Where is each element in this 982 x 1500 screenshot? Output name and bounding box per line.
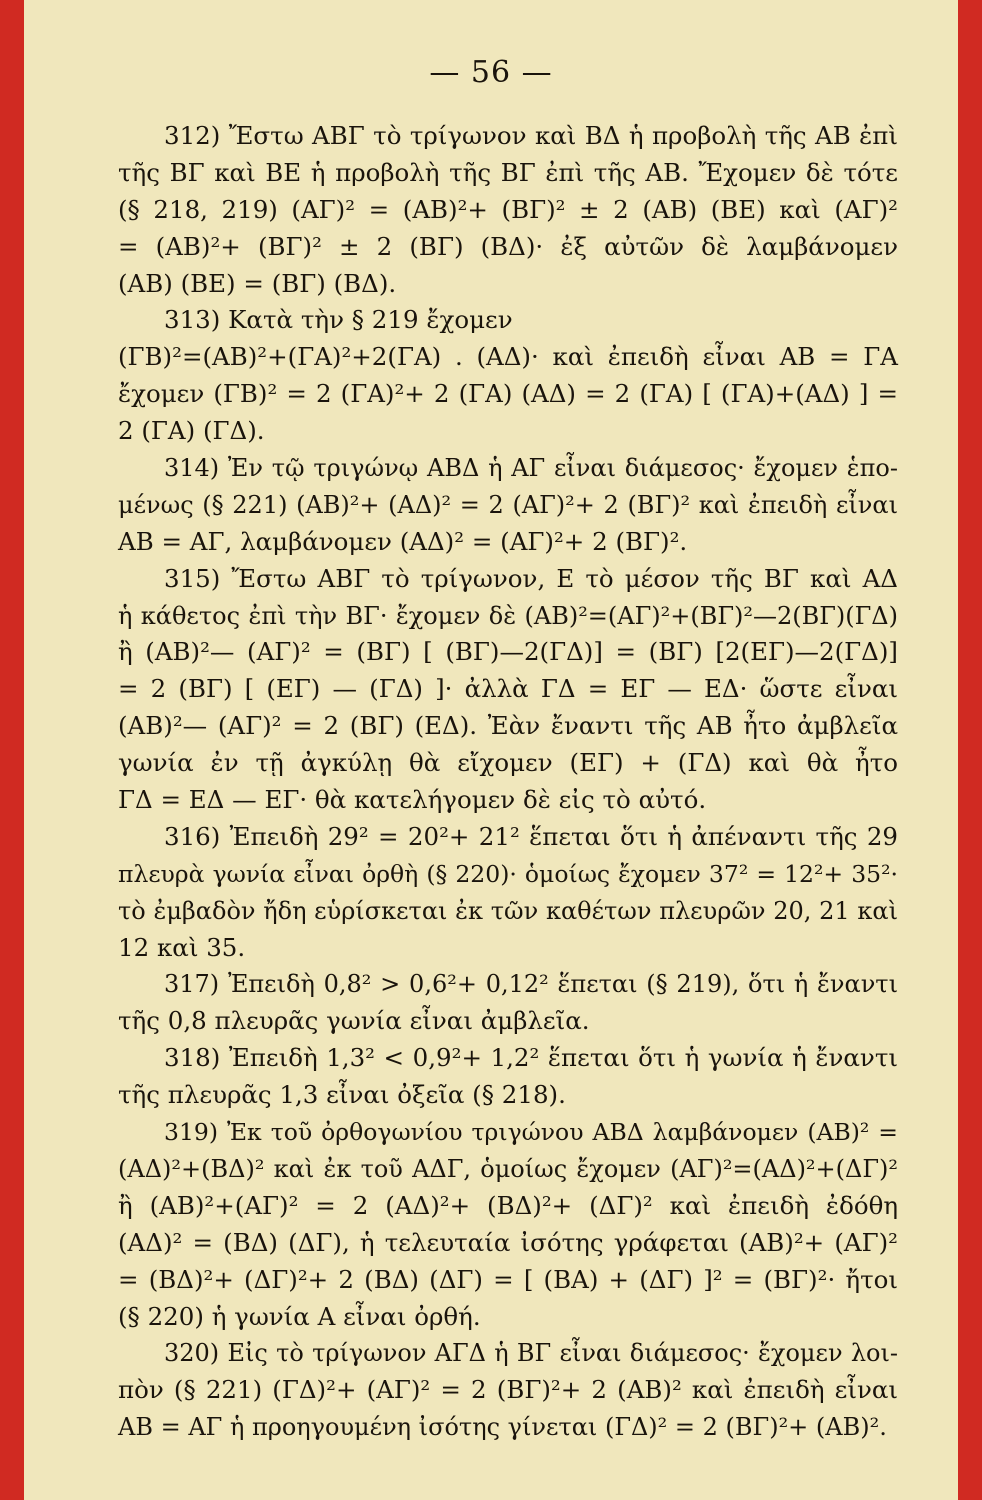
text-line: ΑΒ = ΑΓ ἡ προηγουμένη ἰσότης γίνεται (ΓΔ)² = 2 (ΒΓ)²+ (ΑΒ)². [118,1413,887,1442]
text-line: 320) Εἰς τὸ τρίγωνον ΑΓΔ ἡ ΒΓ εἶναι διάμεσος· ἔχομεν λοι- [164,1339,898,1368]
text-line: = (ΑΒ)²+ (ΒΓ)² ± 2 (ΒΓ) (ΒΔ)· ἐξ αὐτῶν δὲ λαμβάνομεν [118,231,898,261]
text-line: τὸ ἐμβαδὸν ἤδη εὑρίσκεται ἐκ τῶν καθέτων πλευρῶν 20, 21 καὶ [118,896,898,925]
text-line: ΑΒ = ΑΓ, λαμβάνομεν (ΑΔ)² = (ΑΓ)²+ 2 (ΒΓ)². [118,526,688,556]
text-line: 316) Ἐπειδὴ 29² = 20²+ 21² ἕπεται ὅτι ἡ ἀπέναντι τῆς 29 [164,821,898,851]
text-line: = (ΒΔ)²+ (ΔΓ)²+ 2 (ΒΔ) (ΔΓ) = [ (ΒΑ) + (ΔΓ) ]² = (ΒΓ)²· ἤτοι [118,1264,898,1294]
text-line: 315) Ἔστω ΑΒΓ τὸ τρίγωνον, Ε τὸ μέσον τῆς ΒΓ καὶ ΑΔ [164,563,898,593]
text-line: τῆς 0,8 πλευρᾶς γωνία εἶναι ἀμβλεῖα. [118,1006,590,1036]
text-line: (§ 218, 219) (ΑΓ)² = (ΑΒ)²+ (ΒΓ)² ± 2 (ΑΒ) (ΒΕ) καὶ (ΑΓ)² [118,194,898,224]
text-line: μένως (§ 221) (ΑΒ)²+ (ΑΔ)² = 2 (ΑΓ)²+ 2 (ΒΓ)² καὶ ἐπειδὴ εἶναι [118,490,898,519]
text-line: πλευρὰ γωνία εἶναι ὀρθὴ (§ 220)· ὁμοίως ἔχομεν 37² = 12²+ 35²· [118,859,898,888]
left-page-edge [0,0,24,1500]
text-line: τῆς ΒΓ καὶ ΒΕ ἡ προβολὴ τῆς ΒΓ ἐπὶ τῆς ΑΒ. Ἔχομεν δὲ τότε [118,157,898,187]
text-line: τῆς πλευρᾶς 1,3 εἶναι ὀξεῖα (§ 218). [118,1080,566,1110]
right-page-edge [958,0,982,1500]
text-line: 2 (ΓΑ) (ΓΔ). [118,416,265,446]
text-line: 313) Κατὰ τὴν § 219 ἔχομεν [164,305,513,335]
page-text [118,118,898,1446]
text-line: ἡ κάθετος ἐπὶ τὴν ΒΓ· ἔχομεν δὲ (ΑΒ)²=(ΑΓ)²+(ΒΓ)²—2(ΒΓ)(ΓΔ) [118,601,898,630]
text-line: 319) Ἐκ τοῦ ὀρθογωνίου τριγώνου ΑΒΔ λαμβάνομεν (ΑΒ)² = [164,1118,898,1147]
page-number: — 56 — [429,55,553,90]
text-line: (ΑΒ)²— (ΑΓ)² = 2 (ΒΓ) (ΕΔ). Ἐὰν ἔναντι τῆς ΑΒ ἦτο ἀμβλεῖα [118,711,898,741]
text-line: γωνία ἐν τῇ ἀγκύλῃ θὰ εἴχομεν (ΕΓ) + (ΓΔ) καὶ θὰ ἦτο [118,748,898,778]
text-line: πὸν (§ 221) (ΓΔ)²+ (ΑΓ)² = 2 (ΒΓ)²+ 2 (ΑΒ)² καὶ ἐπειδὴ εἶναι [118,1375,898,1405]
text-line: 312) Ἔστω ΑΒΓ τὸ τρίγωνον καὶ ΒΔ ἡ προβολὴ τῆς ΑΒ ἐπὶ [164,121,898,150]
text-line: ἔχομεν (ΓΒ)² = 2 (ΓΑ)²+ 2 (ΓΑ) (ΑΔ) = 2 (ΓΑ) [ (ΓΑ)+(ΑΔ) ] = [118,379,898,409]
text-line: (§ 220) ἡ γωνία Α εἶναι ὀρθή. [118,1301,481,1331]
text-line: (ΑΔ)²+(ΒΔ)² καὶ ἐκ τοῦ ΑΔΓ, ὁμοίως ἔχομεν (ΑΓ)²=(ΑΔ)²+(ΔΓ)² [118,1154,898,1183]
text-line: ἢ (ΑΒ)²— (ΑΓ)² = (ΒΓ) [ (ΒΓ)—2(ΓΔ)] = (ΒΓ) [2(ΕΓ)—2(ΓΔ)] [118,637,898,667]
text-line: (ΓΒ)²=(ΑΒ)²+(ΓΑ)²+2(ΓΑ) . (ΑΔ)· καὶ ἐπειδὴ εἶναι ΑΒ = ΓΑ [118,342,898,372]
text-line: 12 καὶ 35. [118,932,246,962]
text-line: 314) Ἐν τῷ τριγώνῳ ΑΒΔ ἡ ΑΓ εἶναι διάμεσος· ἔχομεν ἑπο- [164,454,898,483]
text-line: ΓΔ = ΕΔ — ΕΓ· θὰ κατελήγομεν δὲ εἰς τὸ αὐτό. [118,785,707,815]
text-line: 317) Ἐπειδὴ 0,8² > 0,6²+ 0,12² ἕπεται (§ 219), ὅτι ἡ ἔναντι [164,970,898,999]
text-line: ἢ (ΑΒ)²+(ΑΓ)² = 2 (ΑΔ)²+ (ΒΔ)²+ (ΔΓ)² καὶ ἐπειδὴ ἐδόθη [118,1190,898,1220]
text-line: 318) Ἐπειδὴ 1,3² < 0,9²+ 1,2² ἕπεται ὅτι ἡ γωνία ἡ ἔναντι [164,1043,898,1073]
text-line: = 2 (ΒΓ) [ (ΕΓ) — (ΓΔ) ]· ἀλλὰ ΓΔ = ΕΓ — ΕΔ· ὥστε εἶναι [118,674,898,704]
text-line: (ΑΒ) (ΒΕ) = (ΒΓ) (ΒΔ). [118,268,397,298]
text-line: (ΑΔ)² = (ΒΔ) (ΔΓ), ἡ τελευταία ἰσότης γράφεται (ΑΒ)²+ (ΑΓ)² [118,1227,898,1257]
